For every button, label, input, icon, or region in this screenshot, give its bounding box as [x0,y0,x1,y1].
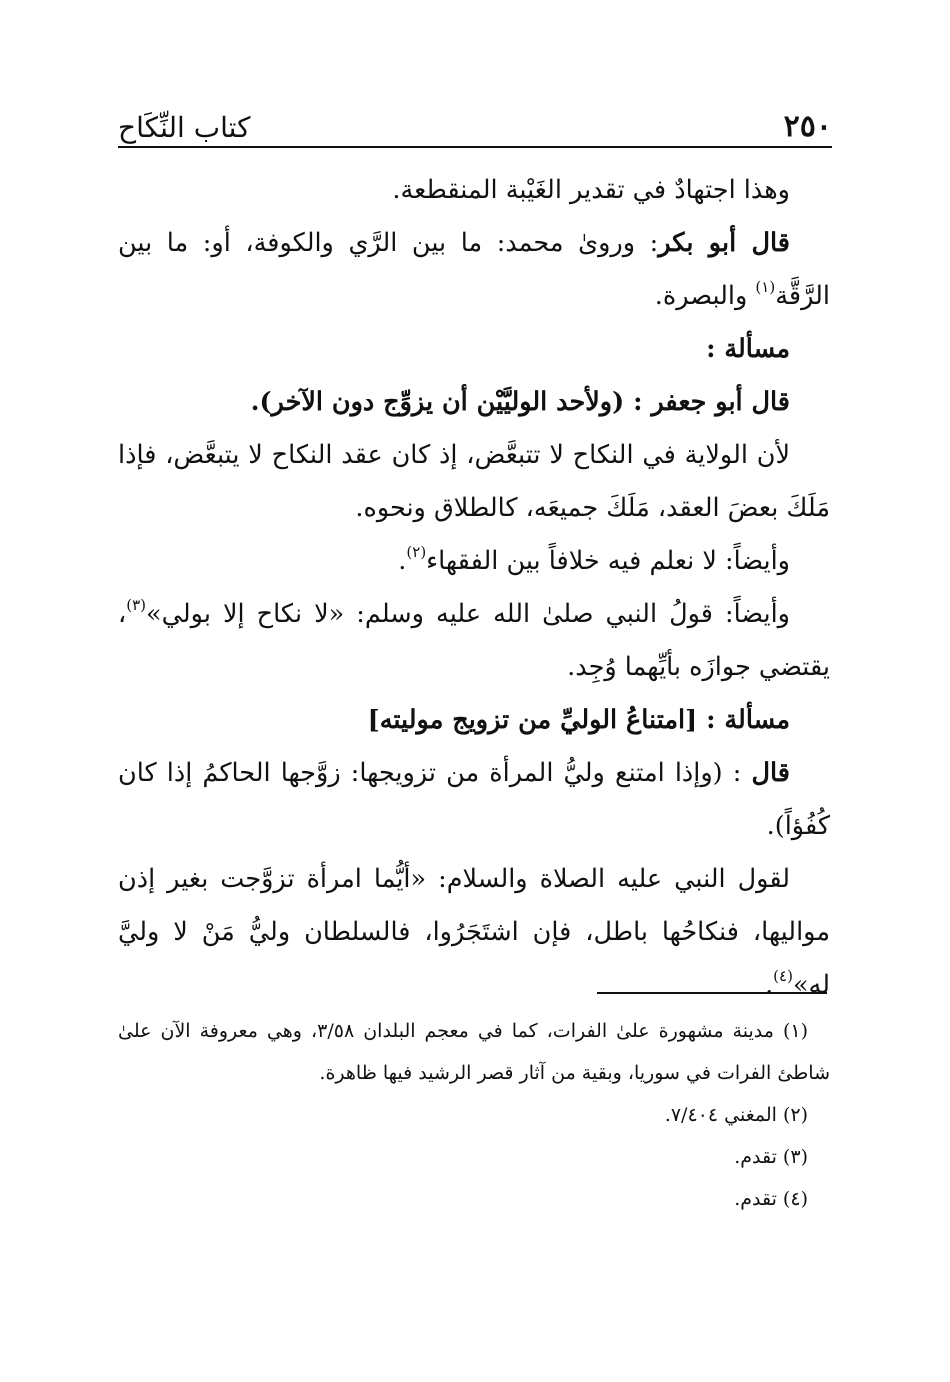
paragraph-2 [118,217,830,323]
speaker-label-2: قال [751,758,790,788]
paragraph-10 [118,853,830,1012]
main-text [118,164,830,1012]
paragraph-7-text: وأيضاً: قولُ النبي صلىٰ الله عليه وسلم: «لا نكاح إلا بولي» [146,599,790,629]
paragraph-5: لأن الولاية في النكاح لا تتبعَّض، إذ كان عقد النكاح لا يتبعَّض، فإذا مَلَكَ بعضَ العقد، مَلَكَ جميعَه، كالطلاق ونحوه. [118,440,830,523]
footnote-ref-4: (٤) [773,967,793,985]
paragraph-9-text: : (وإذا امتنع وليُّ المرأة من تزويجها: زوَّجها الحاكمُ إذا كان كُفُؤاً). [118,758,830,841]
paragraph-7 [118,588,830,694]
paragraph-10-text: لقول النبي عليه الصلاة والسلام: «أيُّما امرأة تزوَّجت بغير إذن مواليها، فنكاحُها باطل، فإن اشتَجَرُوا، فالسلطان وليُّ مَنْ لا وليَّ له» [118,864,830,1000]
footnote-ref-2: (٢) [406,543,427,561]
paragraph-10-end: . [765,970,774,1000]
speaker-label: قال أبو بكر [658,228,790,258]
issue-heading-1: مسألة : [706,334,790,364]
paragraph-2-text: : وروىٰ محمد: ما بين الرَّي والكوفة، أو: ما بين الرَّقَّة [118,228,830,311]
paragraph-2-tail: والبصرة. [654,281,756,311]
footnote-ref-3: (٣) [126,596,147,614]
page-header [118,98,832,148]
paragraph-9 [118,747,830,853]
paragraph-6-end: . [398,546,407,576]
paragraph-6-text: وأيضاً: لا نعلم فيه خلافاً بين الفقهاء [426,546,790,576]
footnotes [118,1010,830,1220]
paragraph-4: قال أبو جعفر : (ولأحد الوليَّيْن أن يزوِّج دون الآخر). [250,387,790,417]
running-title: كتاب النِّكَاح [118,111,251,144]
issue-heading-2: مسألة : [امتناعُ الوليِّ من تزويج موليته] [367,705,790,735]
footnote-4: (٤) تقدم. [734,1188,808,1210]
footnote-3: (٣) تقدم. [734,1146,808,1168]
paragraph-6 [118,535,830,588]
footnote-ref-1: (١) [755,278,776,296]
paragraph-1: وهذا اجتهادٌ في تقدير الغَيْبة المنقطعة. [392,175,790,205]
page-number: ٢٥٠ [783,109,832,144]
footnote-divider [597,992,827,994]
paragraph-7-tail: ، يقتضي جوازَه بأيِّهما وُجِد. [118,599,830,682]
footnote-2: (٢) المغني ٧/٤٠٤. [664,1104,808,1126]
footnote-1: (١) مدينة مشهورة علىٰ الفرات، كما في معجم البلدان ٣/٥٨، وهي معروفة الآن علىٰ شاطئ الفرات في سوريا، وبقية من آثار قصر الرشيد فيها ظاهرة. [118,1020,830,1084]
